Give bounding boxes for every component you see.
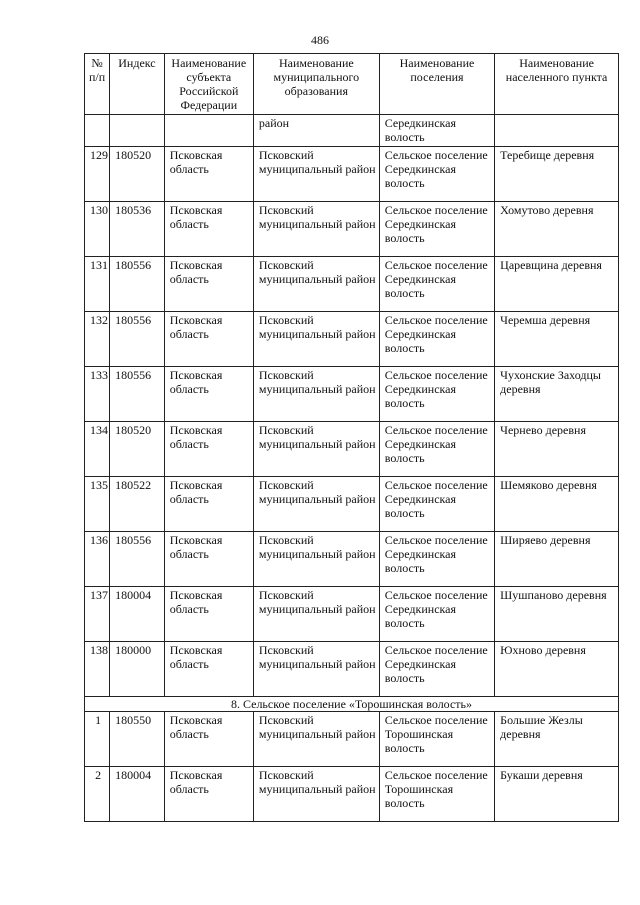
cell-subject: Псковская область [164,312,253,367]
table-row [85,367,619,422]
header-number: № п/п [85,54,110,115]
cell-municipality: Псковский муниципальный район [253,147,379,202]
cell-subject: Псковская область [164,202,253,257]
cell-subject: Псковская область [164,477,253,532]
cell-index: 180550 [110,712,165,767]
cell-settlement: Сельское поселение Торошинская волость [379,712,494,767]
table-row [85,202,619,257]
cell-index: 180520 [110,147,165,202]
cell-municipality: Псковский муниципальный район [253,257,379,312]
table-row [85,532,619,587]
table-row [85,477,619,532]
cell-settlement: Сельское поселение Середкинская волость [379,477,494,532]
cell-subject: Псковская область [164,422,253,477]
cell-index: 180556 [110,367,165,422]
header-municipality: Наименование муниципального образования [253,54,379,115]
cell-subject: Псковская область [164,642,253,697]
cell-place: Букаши деревня [495,767,619,822]
cell-settlement: Сельское поселение Середкинская волость [379,422,494,477]
cell-settlement: Сельское поселение Середкинская волость [379,312,494,367]
table-row [85,312,619,367]
cell-place: Шушпаново деревня [495,587,619,642]
cell-municipality: Псковский муниципальный район [253,312,379,367]
table-header-row [85,54,619,115]
cell-settlement: Сельское поселение Середкинская волость [379,202,494,257]
cell-index: 180536 [110,202,165,257]
cell-index: 180000 [110,642,165,697]
header-index: Индекс [110,54,165,115]
cell-municipality: Псковский муниципальный район [253,587,379,642]
cell-settlement: Середкинская волость [379,115,494,147]
header-subject: Наименование субъекта Российской Федерации [164,54,253,115]
cell-municipality: район [253,115,379,147]
cell-municipality: Псковский муниципальный район [253,422,379,477]
section-title: 8. Сельское поселение «Торошинская волость» [85,697,619,712]
table-row [85,587,619,642]
cell-number: 132 [85,312,110,367]
cell-number [85,115,110,147]
cell-place [495,115,619,147]
cell-place: Чернево деревня [495,422,619,477]
cell-number: 133 [85,367,110,422]
cell-subject: Псковская область [164,532,253,587]
table-row [85,147,619,202]
cell-municipality: Псковский муниципальный район [253,712,379,767]
table-row [85,767,619,822]
cell-municipality: Псковский муниципальный район [253,367,379,422]
cell-index: 180556 [110,257,165,312]
cell-place: Чухонские Заходцы деревня [495,367,619,422]
cell-number: 130 [85,202,110,257]
cell-settlement: Сельское поселение Середкинская волость [379,642,494,697]
cell-number: 136 [85,532,110,587]
cell-place: Шемяково деревня [495,477,619,532]
cell-settlement: Сельское поселение Середкинская волость [379,257,494,312]
cell-settlement: Сельское поселение Торошинская волость [379,767,494,822]
cell-index: 180556 [110,532,165,587]
cell-subject: Псковская область [164,712,253,767]
header-place: Наименование населенного пункта [495,54,619,115]
cell-index: 180520 [110,422,165,477]
cell-index: 180522 [110,477,165,532]
cell-subject: Псковская область [164,587,253,642]
cell-place: Ширяево деревня [495,532,619,587]
cell-place: Теребище деревня [495,147,619,202]
table-row [85,712,619,767]
cell-subject: Псковская область [164,257,253,312]
cell-number: 1 [85,712,110,767]
cell-number: 134 [85,422,110,477]
cell-place: Большие Жезлы деревня [495,712,619,767]
cell-settlement: Сельское поселение Середкинская волость [379,147,494,202]
table-row [85,257,619,312]
cell-place: Юхново деревня [495,642,619,697]
table-row [85,422,619,477]
cell-place: Царевщина деревня [495,257,619,312]
cell-place: Хомутово деревня [495,202,619,257]
page-number: 486 [311,33,329,47]
cell-place: Черемша деревня [495,312,619,367]
header-settlement: Наименование поселения [379,54,494,115]
cell-number: 138 [85,642,110,697]
cell-subject: Псковская область [164,767,253,822]
table-row [85,642,619,697]
cell-number: 137 [85,587,110,642]
cell-municipality: Псковский муниципальный район [253,767,379,822]
cell-index [110,115,165,147]
cell-municipality: Псковский муниципальный район [253,477,379,532]
cell-subject [164,115,253,147]
cell-municipality: Псковский муниципальный район [253,642,379,697]
section-heading-row [85,697,619,712]
cell-number: 131 [85,257,110,312]
settlements-table [84,53,619,822]
cell-number: 2 [85,767,110,822]
cell-subject: Псковская область [164,367,253,422]
cell-number: 129 [85,147,110,202]
cell-index: 180004 [110,587,165,642]
continuation-row [85,115,619,147]
cell-settlement: Сельское поселение Середкинская волость [379,587,494,642]
cell-municipality: Псковский муниципальный район [253,532,379,587]
cell-index: 180004 [110,767,165,822]
cell-index: 180556 [110,312,165,367]
cell-number: 135 [85,477,110,532]
cell-settlement: Сельское поселение Середкинская волость [379,532,494,587]
cell-municipality: Псковский муниципальный район [253,202,379,257]
cell-subject: Псковская область [164,147,253,202]
cell-settlement: Сельское поселение Середкинская волость [379,367,494,422]
